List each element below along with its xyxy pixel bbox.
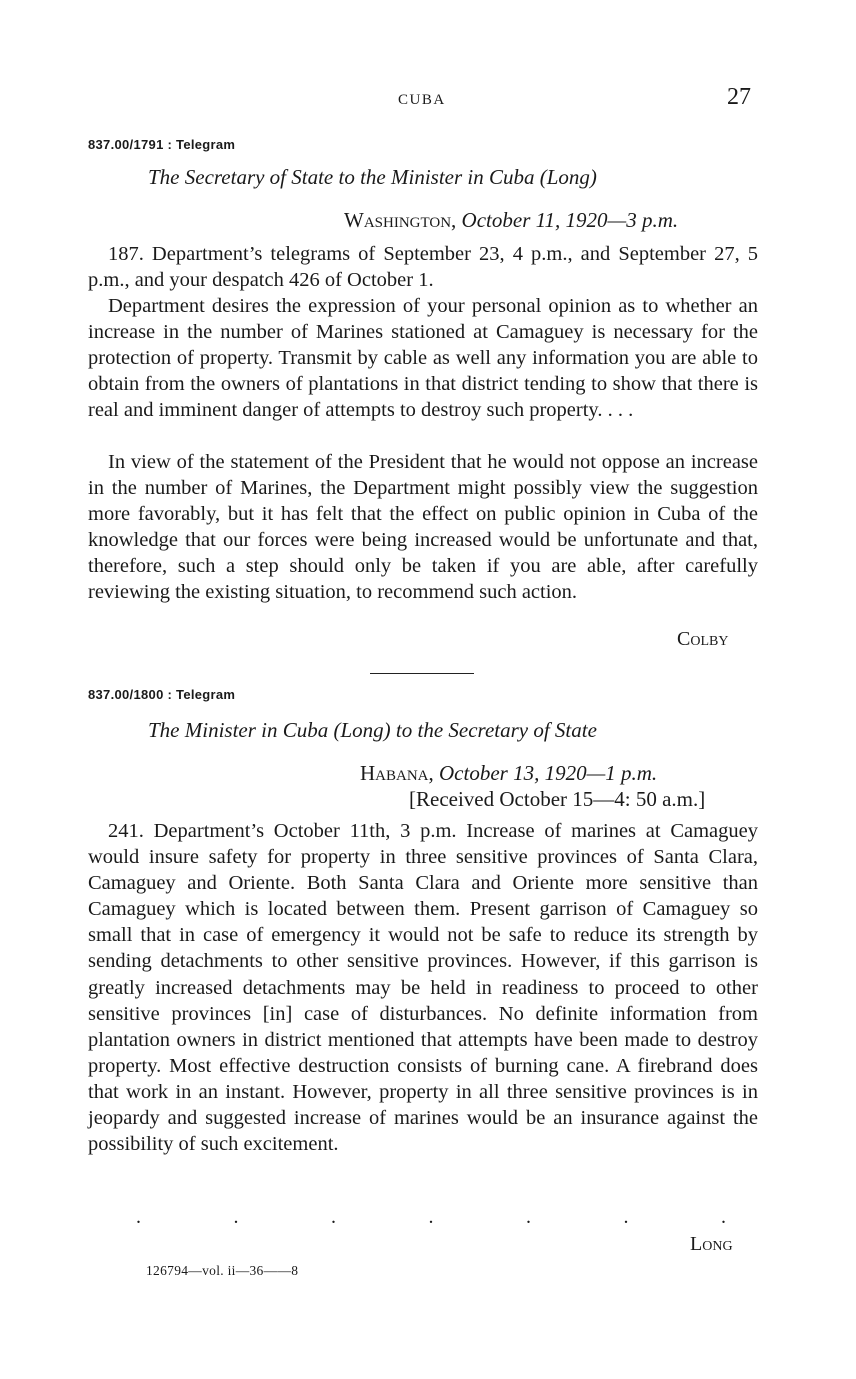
dateline-place: Habana, [360, 761, 434, 785]
paragraph: 241. Department’s October 11th, 3 p.m. Increase of marines at Camaguey would insure safety for property in three sensitive provinces of Santa Clara, Camaguey and Oriente. Both Santa Clara and Oriente more sensitive than Camaguey which is located between them. Present garrison of Camaguey so small that in case of emergency it would not be safe to reduce its strength by sending detachments to other sensitive provinces. However, if this garrison is greatly increased detachments may be held in readiness to proceed to other sensitive provinces [in] case of disturbances. No definite information from plantation owners in district mentioned that attempts have been made to destroy property. Most effective destruction consists of burning cane. A firebrand does that work in an instant. However, property in all three sensitive provinces is in jeopardy and suggested increase of marines would be an insurance against the possibility of such excitement. [88, 820, 758, 1156]
signature: Long [690, 1233, 733, 1255]
dateline-date: October 11, 1920—3 p.m. [461, 208, 679, 232]
document-heading: The Secretary of State to the Minister in Cuba (Long) [148, 165, 597, 189]
received-note: [Received October 15—4: 50 a.m.] [409, 787, 706, 811]
dateline-date: October 13, 1920—1 p.m. [439, 761, 658, 785]
file-reference: 837.00/1800 : Telegram [88, 687, 236, 702]
signature: Colby [677, 628, 729, 650]
running-header-title: CUBA [398, 92, 446, 108]
section-divider [370, 673, 474, 674]
omission-ellipsis: . . . . . . . [136, 1206, 726, 1228]
paragraph: In view of the statement of the President that he would not oppose an increase in the number of Marines, the Department might possibly view the suggestion more favorably, but it has felt that the effect on public opinion in Cuba of the knowledge that our forces were being increased would be unfortunate and that, therefore, such a step should only be taken if you are able, after carefully reviewing the existing situation, to recommend such action. [88, 451, 758, 604]
file-reference: 837.00/1791 : Telegram [88, 137, 236, 152]
print-code-footer: 126794—vol. ii—36——8 [146, 1263, 299, 1278]
page-number: 27 [727, 84, 751, 110]
paragraph: 187. Department’s telegrams of September 23, 4 p.m., and September 27, 5 p.m., and your despatch 426 of October 1. [88, 243, 758, 292]
dateline-place: Washington, [344, 208, 457, 232]
document-heading: The Minister in Cuba (Long) to the Secretary of State [148, 718, 597, 742]
dateline [344, 208, 678, 233]
paragraph: Department desires the expression of your personal opinion as to whether an increase in the number of Marines stationed at Camaguey is necessary for the protection of property. Transmit by cable as well any information you are able to obtain from the owners of plantations in that district tending to show that there is real and imminent danger of attempts to destroy such property. . . . [88, 295, 758, 422]
dateline [360, 761, 657, 786]
